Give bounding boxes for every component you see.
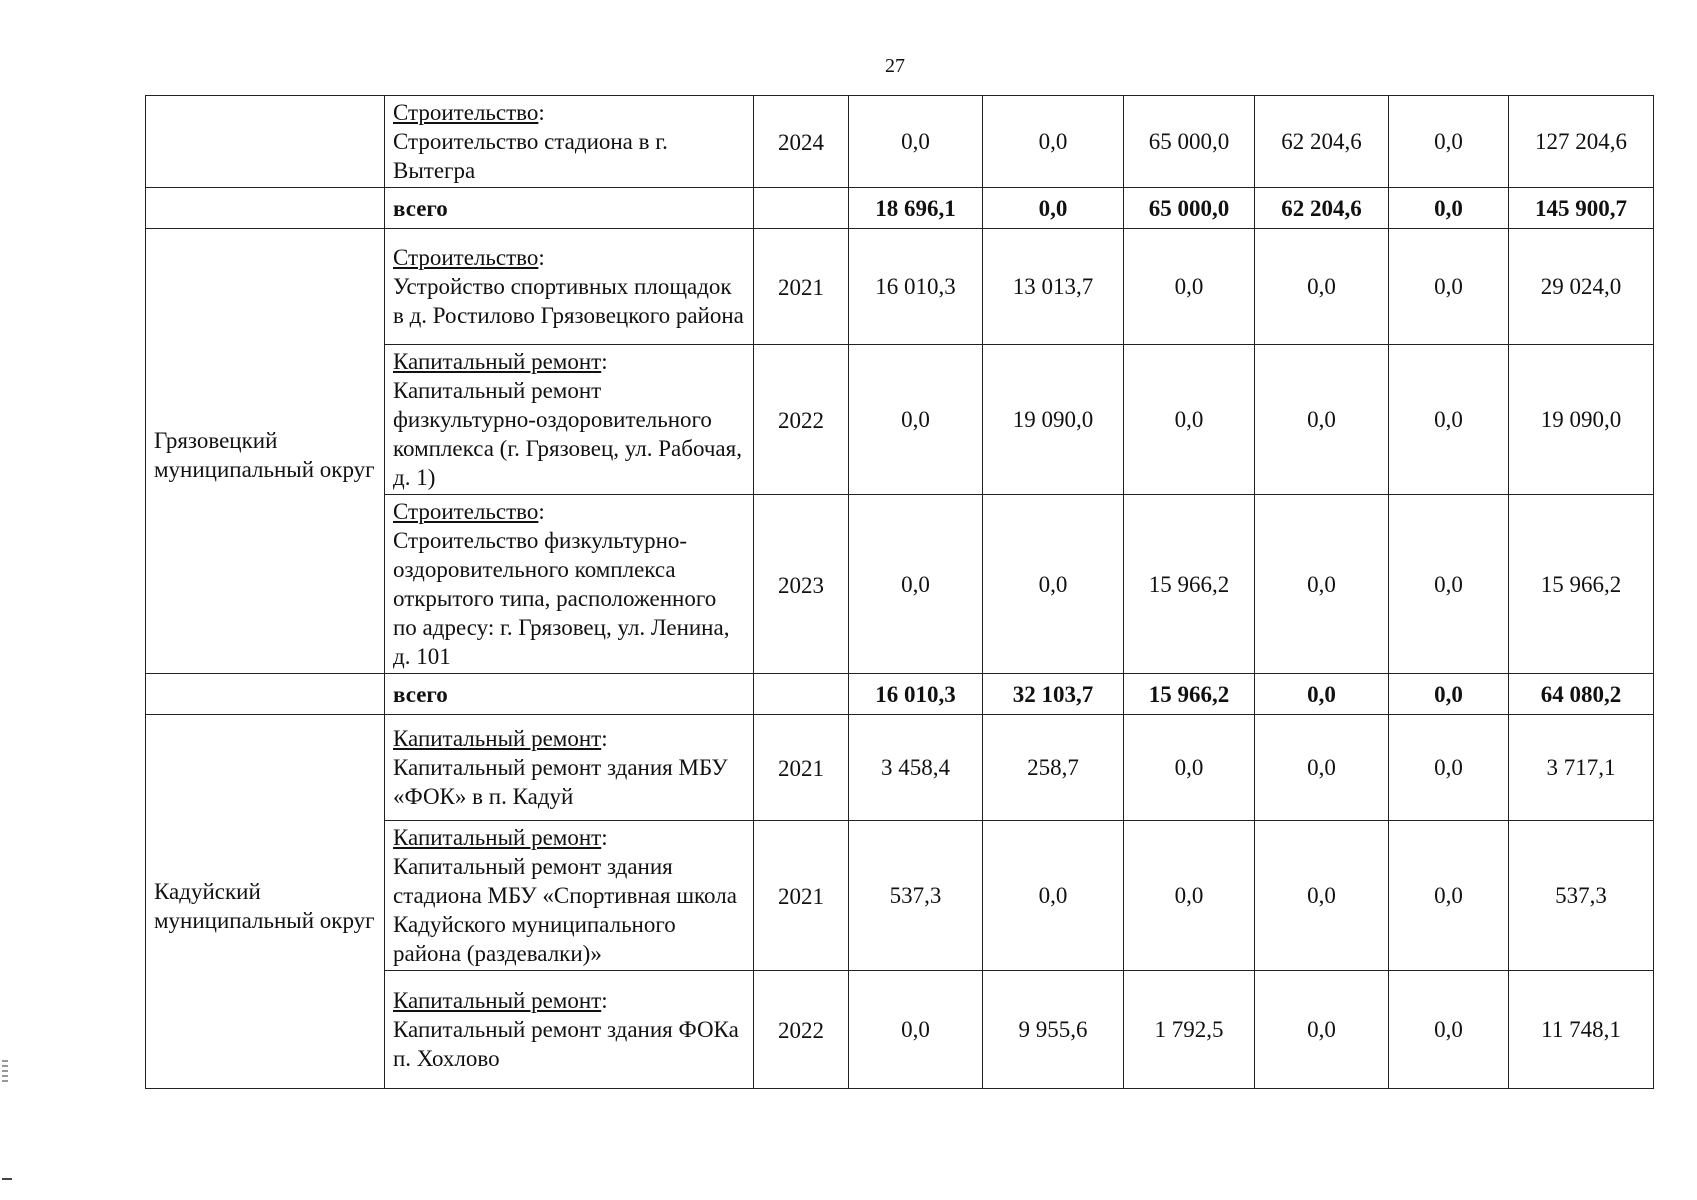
scan-margin-tick — [2, 1178, 12, 1180]
value-cell: 16 010,3 — [849, 674, 983, 715]
value-cell: 537,3 — [849, 821, 983, 971]
value-cell: 62 204,6 — [1255, 188, 1389, 229]
region-cell: Кадуйский муниципальный округ — [146, 715, 385, 1089]
region-cell — [146, 188, 385, 229]
value-cell: 145 900,7 — [1509, 188, 1654, 229]
value-cell: 0,0 — [1255, 495, 1389, 674]
value-cell: 0,0 — [1389, 674, 1509, 715]
value-cell: 0,0 — [1389, 495, 1509, 674]
value-cell: 0,0 — [1255, 971, 1389, 1089]
value-cell: 65 000,0 — [1124, 96, 1255, 188]
description-text: Устройство спортивных площадок в д. Ростилово Грязовецкого района — [393, 274, 744, 328]
total-label: всего — [385, 674, 754, 715]
total-row — [146, 188, 1654, 229]
table-row — [146, 96, 1654, 188]
value-cell: 0,0 — [983, 821, 1124, 971]
value-cell: 0,0 — [1124, 229, 1255, 345]
value-cell: 0,0 — [1389, 715, 1509, 821]
description-cell: Капитальный ремонт: Капитальный ремонт физкультурно-оздоровительного комплекса (г. Грязовец, ул. Рабочая, д. 1) — [385, 345, 754, 495]
table-row — [146, 715, 1654, 821]
description-cell: Строительство: Строительство физкультурно-оздоровительного комплекса открытого типа, расположенного по адресу: г. Грязовец, ул. Ленина, д. 101 — [385, 495, 754, 674]
value-cell: 0,0 — [1124, 345, 1255, 495]
category-label: Строительство — [393, 100, 539, 125]
year-cell — [754, 674, 849, 715]
value-cell: 13 013,7 — [983, 229, 1124, 345]
year-cell: 2024 — [754, 96, 849, 188]
table-row — [146, 229, 1654, 345]
description-text: Капитальный ремонт здания стадиона МБУ «Спортивная школа Кадуйского муниципального района (раздевалки)» — [393, 854, 737, 966]
value-cell: 18 696,1 — [849, 188, 983, 229]
value-cell: 0,0 — [983, 188, 1124, 229]
description-text: Капитальный ремонт здания ФОКа п. Хохлово — [393, 1017, 739, 1071]
year-cell — [754, 188, 849, 229]
description-cell: Строительство: Устройство спортивных площадок в д. Ростилово Грязовецкого района — [385, 229, 754, 345]
year-cell: 2021 — [754, 821, 849, 971]
value-cell: 15 966,2 — [1124, 495, 1255, 674]
value-cell: 65 000,0 — [1124, 188, 1255, 229]
value-cell: 0,0 — [1124, 821, 1255, 971]
description-text: Строительство физкультурно-оздоровительного комплекса открытого типа, расположенного по адресу: г. Грязовец, ул. Ленина, д. 101 — [393, 528, 730, 669]
value-cell: 0,0 — [1389, 971, 1509, 1089]
category-label: Капитальный ремонт — [393, 726, 602, 751]
value-cell: 15 966,2 — [1124, 674, 1255, 715]
value-cell: 0,0 — [983, 495, 1124, 674]
scan-margin-marks — [2, 1060, 8, 1084]
value-cell: 0,0 — [1255, 674, 1389, 715]
value-cell: 0,0 — [849, 96, 983, 188]
description-text: Капитальный ремонт физкультурно-оздоровительного комплекса (г. Грязовец, ул. Рабочая, д. 1) — [393, 378, 742, 490]
region-cell — [146, 674, 385, 715]
value-cell: 0,0 — [1255, 821, 1389, 971]
page-number: 27 — [885, 55, 905, 77]
value-cell: 3 717,1 — [1509, 715, 1654, 821]
value-cell: 0,0 — [983, 96, 1124, 188]
region-cell — [146, 96, 385, 188]
value-cell: 15 966,2 — [1509, 495, 1654, 674]
value-cell: 0,0 — [1255, 345, 1389, 495]
value-cell: 0,0 — [1389, 188, 1509, 229]
category-label: Строительство — [393, 499, 539, 524]
value-cell: 64 080,2 — [1509, 674, 1654, 715]
value-cell: 0,0 — [1389, 96, 1509, 188]
region-cell: Грязовецкий муниципальный округ — [146, 229, 385, 674]
category-label: Строительство — [393, 245, 539, 270]
value-cell: 0,0 — [849, 971, 983, 1089]
description-text: Капитальный ремонт здания МБУ «ФОК» в п. Кадуй — [393, 755, 728, 809]
year-cell: 2023 — [754, 495, 849, 674]
value-cell: 537,3 — [1509, 821, 1654, 971]
value-cell: 19 090,0 — [1509, 345, 1654, 495]
value-cell: 0,0 — [849, 345, 983, 495]
value-cell: 0,0 — [1389, 229, 1509, 345]
total-row — [146, 674, 1654, 715]
value-cell: 19 090,0 — [983, 345, 1124, 495]
value-cell: 62 204,6 — [1255, 96, 1389, 188]
value-cell: 29 024,0 — [1509, 229, 1654, 345]
description-cell: Капитальный ремонт: Капитальный ремонт здания ФОКа п. Хохлово — [385, 971, 754, 1089]
value-cell: 0,0 — [1124, 715, 1255, 821]
description-text: Строительство стадиона в г. Вытегра — [393, 129, 668, 183]
description-cell: Капитальный ремонт: Капитальный ремонт здания МБУ «ФОК» в п. Кадуй — [385, 715, 754, 821]
category-label: Капитальный ремонт — [393, 825, 602, 850]
category-label: Капитальный ремонт — [393, 988, 602, 1013]
value-cell: 258,7 — [983, 715, 1124, 821]
year-cell: 2021 — [754, 715, 849, 821]
value-cell: 0,0 — [1389, 821, 1509, 971]
value-cell: 1 792,5 — [1124, 971, 1255, 1089]
year-cell: 2021 — [754, 229, 849, 345]
description-cell: Капитальный ремонт: Капитальный ремонт здания стадиона МБУ «Спортивная школа Кадуйского муниципального района (раздевалки)» — [385, 821, 754, 971]
value-cell: 16 010,3 — [849, 229, 983, 345]
value-cell: 9 955,6 — [983, 971, 1124, 1089]
value-cell: 0,0 — [1255, 229, 1389, 345]
description-cell: Строительство: Строительство стадиона в г. Вытегра — [385, 96, 754, 188]
total-label: всего — [385, 188, 754, 229]
value-cell: 3 458,4 — [849, 715, 983, 821]
category-label: Капитальный ремонт — [393, 349, 602, 374]
value-cell: 0,0 — [1255, 715, 1389, 821]
year-cell: 2022 — [754, 971, 849, 1089]
value-cell: 32 103,7 — [983, 674, 1124, 715]
value-cell: 11 748,1 — [1509, 971, 1654, 1089]
value-cell: 0,0 — [1389, 345, 1509, 495]
value-cell: 127 204,6 — [1509, 96, 1654, 188]
value-cell: 0,0 — [849, 495, 983, 674]
year-cell: 2022 — [754, 345, 849, 495]
funding-table — [145, 95, 1654, 1089]
